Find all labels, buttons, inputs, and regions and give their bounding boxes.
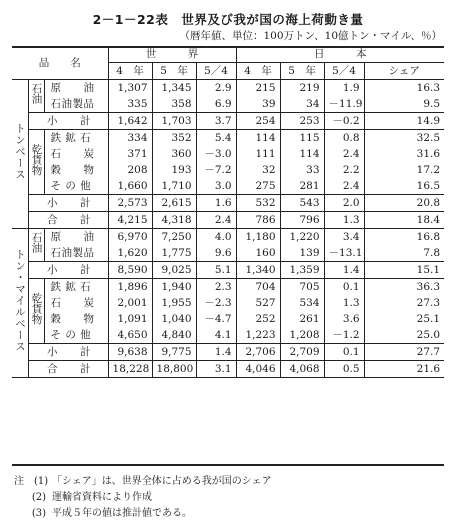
value-cell: 16.3 [364, 80, 444, 97]
table-row [12, 229, 444, 246]
value-cell: 534 [280, 295, 324, 311]
note-text: 運輸省資料により作成 [52, 492, 152, 503]
group-label-text: 石油 [30, 232, 43, 253]
row-label: 合 計 [28, 361, 108, 378]
col-header: シェア [364, 63, 444, 80]
table-row [12, 311, 444, 327]
value-cell: 0.1 [324, 344, 364, 361]
group-label-dry [28, 279, 44, 344]
basis-label-text: トン・マイルベース [14, 248, 26, 353]
value-cell: 1,955 [152, 295, 196, 311]
row-label: 原 油 [44, 229, 108, 246]
row-label: 石 炭 [44, 146, 108, 162]
value-cell: 4,650 [108, 327, 152, 344]
value-cell: 16.5 [364, 178, 444, 195]
value-cell: 32 [236, 162, 280, 178]
value-cell: 6.9 [196, 96, 236, 113]
row-label: 石油製品 [44, 96, 108, 113]
value-cell: 33 [280, 162, 324, 178]
header-world: 世 界 [108, 46, 236, 63]
value-cell: －2.3 [196, 295, 236, 311]
basis-label [12, 229, 28, 378]
value-cell: 4,840 [152, 327, 196, 344]
value-cell: 18.4 [364, 212, 444, 229]
col-header: 5 年 [152, 63, 196, 80]
value-cell: 4,318 [152, 212, 196, 229]
value-cell: 0.8 [324, 130, 364, 147]
col-header: 4 年 [108, 63, 152, 80]
value-cell: －0.2 [324, 113, 364, 130]
note-label: 注 (1) [14, 476, 49, 487]
value-cell: 31.6 [364, 146, 444, 162]
header-item: 品 名 [12, 46, 108, 80]
row-label: 鉄 鉱 石 [44, 279, 108, 296]
value-cell: 4,046 [236, 361, 280, 378]
value-cell: 371 [108, 146, 152, 162]
value-cell: －1.2 [324, 327, 364, 344]
value-cell: 0.5 [324, 361, 364, 378]
value-cell: 9,775 [152, 344, 196, 361]
value-cell: 3.6 [324, 311, 364, 327]
value-cell: 1,220 [280, 229, 324, 246]
value-cell: 8,590 [108, 262, 152, 279]
value-cell: 16.8 [364, 229, 444, 246]
value-cell: 1.6 [196, 195, 236, 212]
table-row [12, 130, 444, 147]
value-cell: 193 [152, 162, 196, 178]
note-label: (2) [31, 492, 46, 503]
row-label: 小 計 [28, 344, 108, 361]
value-cell: 2.2 [324, 162, 364, 178]
group-label-oil [28, 229, 44, 262]
value-cell: 281 [280, 178, 324, 195]
value-cell: 4.1 [196, 327, 236, 344]
value-cell: 2.0 [324, 195, 364, 212]
value-cell: 219 [280, 80, 324, 97]
col-header: 4 年 [236, 63, 280, 80]
total-row [12, 212, 444, 229]
value-cell: 2.4 [196, 212, 236, 229]
value-cell: 1,642 [108, 113, 152, 130]
value-cell: 114 [280, 146, 324, 162]
value-cell: 275 [236, 178, 280, 195]
value-cell: 32.5 [364, 130, 444, 147]
subtotal-row [12, 262, 444, 279]
row-label: 石 炭 [44, 295, 108, 311]
value-cell: 27.7 [364, 344, 444, 361]
note-label: (3) [31, 508, 46, 519]
value-cell: 2,573 [108, 195, 152, 212]
value-cell: 3.7 [196, 113, 236, 130]
value-cell: 1,340 [236, 262, 280, 279]
value-cell: 27.3 [364, 295, 444, 311]
total-row [12, 361, 444, 378]
table-row [12, 327, 444, 344]
value-cell: 1,359 [280, 262, 324, 279]
value-cell: 1,775 [152, 245, 196, 262]
value-cell: 17.2 [364, 162, 444, 178]
row-label: 合 計 [28, 212, 108, 229]
value-cell: 1.3 [324, 295, 364, 311]
value-cell: 114 [236, 130, 280, 147]
value-cell: 0.1 [324, 279, 364, 296]
value-cell: 352 [152, 130, 196, 147]
value-cell: 18,800 [152, 361, 196, 378]
subtotal-row [12, 344, 444, 361]
value-cell: 208 [108, 162, 152, 178]
cargo-table [12, 46, 444, 378]
footnotes [14, 474, 272, 522]
value-cell: 4,215 [108, 212, 152, 229]
value-cell: 1.4 [324, 262, 364, 279]
value-cell: 2.4 [324, 178, 364, 195]
table-row [12, 295, 444, 311]
value-cell: 2,615 [152, 195, 196, 212]
value-cell: 1,223 [236, 327, 280, 344]
value-cell: 532 [236, 195, 280, 212]
subtotal-row [12, 195, 444, 212]
value-cell: －4.7 [196, 311, 236, 327]
value-cell: 7.8 [364, 245, 444, 262]
value-cell: 14.9 [364, 113, 444, 130]
value-cell: 1,091 [108, 311, 152, 327]
value-cell: 4.0 [196, 229, 236, 246]
table-row [12, 162, 444, 178]
value-cell: 786 [236, 212, 280, 229]
value-cell: 5.4 [196, 130, 236, 147]
table-row [12, 178, 444, 195]
group-label-text: 石油 [30, 83, 43, 104]
value-cell: 25.1 [364, 311, 444, 327]
group-label-dry [28, 130, 44, 195]
unit-note: （暦年値、単位：100万トン、10億トン・マイル、％） [179, 30, 442, 42]
value-cell: 34 [280, 96, 324, 113]
value-cell: 15.1 [364, 262, 444, 279]
value-cell: 9.5 [364, 96, 444, 113]
value-cell: 1,208 [280, 327, 324, 344]
value-cell: 252 [236, 311, 280, 327]
value-cell: 543 [280, 195, 324, 212]
value-cell: 4,068 [280, 361, 324, 378]
value-cell: 705 [280, 279, 324, 296]
value-cell: 25.0 [364, 327, 444, 344]
value-cell: 1,940 [152, 279, 196, 296]
value-cell: 6,970 [108, 229, 152, 246]
value-cell: 36.3 [364, 279, 444, 296]
value-cell: 3.0 [196, 178, 236, 195]
value-cell: 253 [280, 113, 324, 130]
value-cell: 18,228 [108, 361, 152, 378]
row-label: そ の 他 [44, 178, 108, 195]
table-title: 2－1－22表 世界及び我が国の海上荷動き量 [92, 12, 364, 27]
value-cell: 1,040 [152, 311, 196, 327]
value-cell: 1,180 [236, 229, 280, 246]
value-cell: 1,307 [108, 80, 152, 97]
subtotal-row [12, 113, 444, 130]
value-cell: 111 [236, 146, 280, 162]
row-label: 小 計 [28, 262, 108, 279]
value-cell: 334 [108, 130, 152, 147]
value-cell: 2.3 [196, 279, 236, 296]
value-cell: 3.4 [324, 229, 364, 246]
value-cell: 3.1 [196, 361, 236, 378]
row-label: 小 計 [28, 113, 108, 130]
group-label-text: 乾貨物 [30, 292, 43, 325]
value-cell: 254 [236, 113, 280, 130]
value-cell: 1.9 [324, 80, 364, 97]
header-japan: 日 本 [236, 46, 444, 63]
basis-label [12, 80, 28, 229]
col-header: 5／4 [324, 63, 364, 80]
value-cell: 1,703 [152, 113, 196, 130]
value-cell: 139 [280, 245, 324, 262]
value-cell: 20.8 [364, 195, 444, 212]
value-cell: 1.4 [196, 344, 236, 361]
table-row [12, 146, 444, 162]
col-header: 5／4 [196, 63, 236, 80]
row-label: 原 油 [44, 80, 108, 97]
row-label: 鉄 鉱 石 [44, 130, 108, 147]
value-cell: 2,709 [280, 344, 324, 361]
value-cell: 215 [236, 80, 280, 97]
value-cell: 358 [152, 96, 196, 113]
group-label-oil [28, 80, 44, 113]
note-text: 平成５年の値は推計値である。 [52, 508, 192, 519]
value-cell: 360 [152, 146, 196, 162]
value-cell: 2,001 [108, 295, 152, 311]
value-cell: －13.1 [324, 245, 364, 262]
value-cell: 21.6 [364, 361, 444, 378]
table-row [12, 96, 444, 113]
group-label-text: 乾貨物 [30, 143, 43, 176]
table-row [12, 80, 444, 97]
table-row [12, 279, 444, 296]
value-cell: 1,710 [152, 178, 196, 195]
row-label: 小 計 [28, 195, 108, 212]
value-cell: －11.9 [324, 96, 364, 113]
table-row [12, 245, 444, 262]
value-cell: 1,345 [152, 80, 196, 97]
value-cell: 2,706 [236, 344, 280, 361]
row-label: 穀 物 [44, 311, 108, 327]
value-cell: 39 [236, 96, 280, 113]
row-label: そ の 他 [44, 327, 108, 344]
value-cell: 9,638 [108, 344, 152, 361]
value-cell: 1.3 [324, 212, 364, 229]
value-cell: －3.0 [196, 146, 236, 162]
value-cell: 5.1 [196, 262, 236, 279]
value-cell: 160 [236, 245, 280, 262]
basis-label-text: トンベース [14, 122, 26, 181]
col-header: 5 年 [280, 63, 324, 80]
note-text: 「シェア」は、世界全体に占める我が国のシェア [52, 476, 272, 487]
value-cell: －7.2 [196, 162, 236, 178]
value-cell: 261 [280, 311, 324, 327]
value-cell: 115 [280, 130, 324, 147]
value-cell: 1,620 [108, 245, 152, 262]
row-label: 石油製品 [44, 245, 108, 262]
value-cell: 7,250 [152, 229, 196, 246]
value-cell: 2.4 [324, 146, 364, 162]
value-cell: 9,025 [152, 262, 196, 279]
value-cell: 796 [280, 212, 324, 229]
value-cell: 704 [236, 279, 280, 296]
value-cell: 1,896 [108, 279, 152, 296]
value-cell: 1,660 [108, 178, 152, 195]
row-label: 穀 物 [44, 162, 108, 178]
value-cell: 335 [108, 96, 152, 113]
value-cell: 9.6 [196, 245, 236, 262]
value-cell: 527 [236, 295, 280, 311]
value-cell: 2.9 [196, 80, 236, 97]
